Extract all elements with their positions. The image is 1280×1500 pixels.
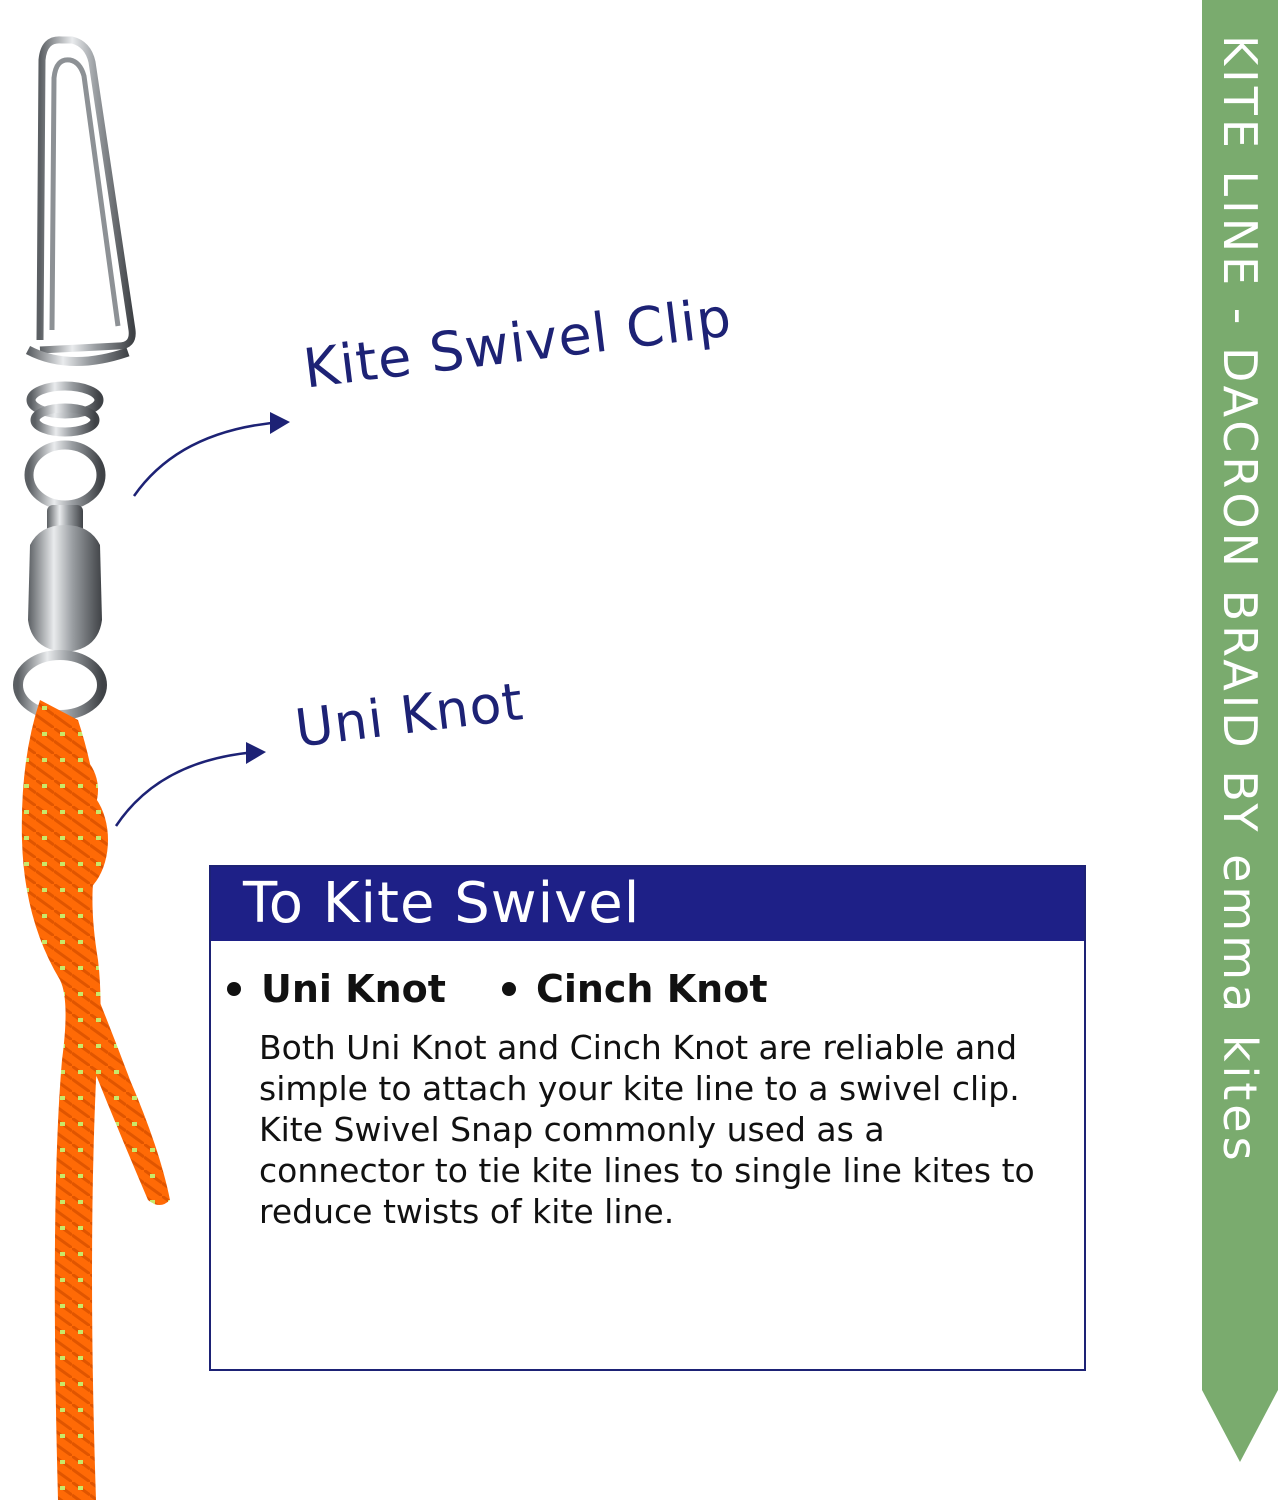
annotation-arrows	[0, 0, 800, 900]
banner-text: KITE LINE - DACRON BRAID BY emma kites	[1213, 35, 1267, 1165]
card-paragraph: Both Uni Knot and Cinch Knot are reliable and simple to attach your kite line to a swivel clip.	[259, 1028, 1020, 1108]
side-banner	[1200, 0, 1280, 1500]
bullet-icon	[502, 982, 516, 996]
card-body	[259, 1027, 1049, 1232]
swivel-clip-arrow-icon	[134, 412, 290, 496]
swivel-clip-label: Kite Swivel Clip	[300, 285, 736, 401]
knot-label: Uni Knot	[261, 967, 446, 1011]
card-paragraph: Kite Swivel Snap commonly used as a connector to tie kite lines to single line kites to reduce twists of kite line.	[259, 1110, 1035, 1231]
info-card	[209, 865, 1086, 1371]
bullet-icon	[227, 982, 241, 996]
uni-knot-arrow-icon	[116, 742, 266, 826]
knot-list	[227, 967, 767, 1011]
knot-label: Cinch Knot	[535, 967, 768, 1011]
knot-item-cinch	[502, 967, 768, 1011]
card-title: To Kite Swivel	[211, 867, 1084, 941]
knot-item-uni	[227, 967, 446, 1011]
uni-knot-label: Uni Knot	[292, 672, 527, 760]
